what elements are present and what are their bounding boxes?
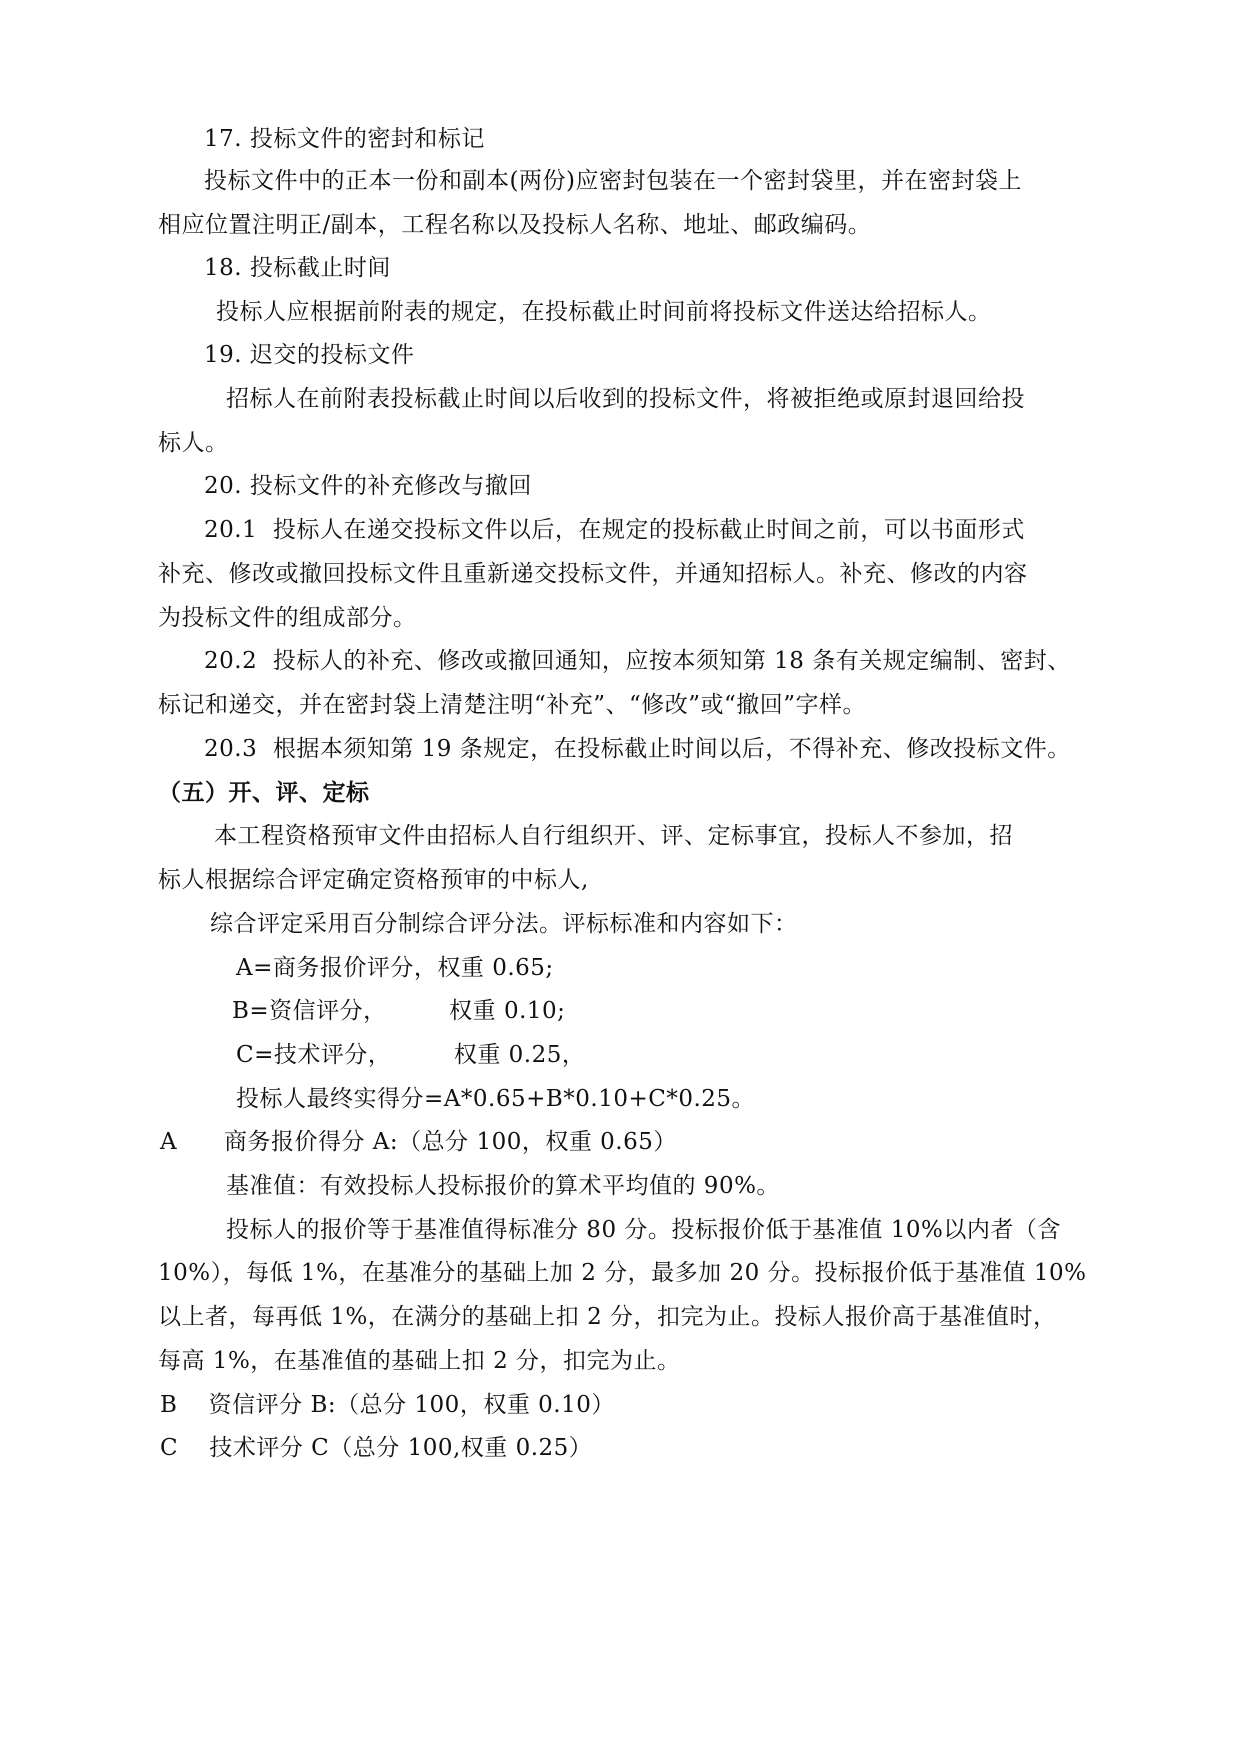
- formula-line: B=资信评分， 权重 0.10;: [232, 998, 566, 1024]
- paragraph-line: 招标人在前附表投标截止时间以后收到的投标文件，将被拒绝或原封退回给投: [226, 386, 1025, 412]
- paragraph-line: 为投标文件的组成部分。: [158, 605, 417, 631]
- paragraph-line: 20.1 投标人在递交投标文件以后，在规定的投标截止时间之前，可以书面形式: [204, 517, 1025, 543]
- subsection-a: A 商务报价得分 A:（总分 100，权重 0.65）: [160, 1129, 677, 1155]
- heading-17: 17. 投标文件的密封和标记: [204, 126, 485, 152]
- paragraph-line: 标人根据综合评定确定资格预审的中标人,: [158, 867, 589, 893]
- subsection-b: B 资信评分 B:（总分 100，权重 0.10）: [160, 1392, 615, 1418]
- paragraph-line: 10%），每低 1%，在基准分的基础上加 2 分，最多加 20 分。投标报价低于基准值 10%: [158, 1260, 1087, 1286]
- paragraph-line: 以上者，每再低 1%，在满分的基础上扣 2 分，扣完为止。投标人报价高于基准值时，: [158, 1304, 1057, 1330]
- section-heading: （五）开、评、定标: [158, 779, 370, 806]
- heading-20: 20. 投标文件的补充修改与撤回: [204, 473, 532, 499]
- paragraph-line: 标人。: [158, 430, 229, 456]
- paragraph-line: 投标人应根据前附表的规定，在投标截止时间前将投标文件送达给招标人。: [216, 299, 992, 325]
- formula-line: 投标人最终实得分=A*0.65+B*0.10+C*0.25。: [236, 1086, 756, 1112]
- paragraph-line: 基准值：有效投标人投标报价的算术平均值的 90%。: [226, 1173, 780, 1199]
- paragraph-line: 补充、修改或撤回投标文件且重新递交投标文件，并通知招标人。补充、修改的内容: [158, 561, 1028, 587]
- paragraph-line: 标记和递交，并在密封袋上清楚注明“补充”、“修改”或“撤回”字样。: [158, 692, 867, 718]
- paragraph-line: 综合评定采用百分制综合评分法。评标标准和内容如下：: [210, 911, 798, 937]
- paragraph-line: 20.3 根据本须知第 19 条规定，在投标截止时间以后，不得补充、修改投标文件。: [204, 736, 1071, 762]
- paragraph-line: 投标文件中的正本一份和副本(两份)应密封包装在一个密封袋里，并在密封袋上: [204, 168, 1022, 194]
- paragraph-line: 投标人的报价等于基准值得标准分 80 分。投标报价低于基准值 10%以内者（含: [226, 1217, 1061, 1243]
- formula-line: A=商务报价评分，权重 0.65;: [236, 955, 554, 981]
- paragraph-line: 本工程资格预审文件由招标人自行组织开、评、定标事宜，投标人不参加，招: [214, 823, 1013, 849]
- heading-18: 18. 投标截止时间: [204, 255, 391, 281]
- formula-line: C=技术评分， 权重 0.25，: [236, 1042, 586, 1068]
- paragraph-line: 每高 1%，在基准值的基础上扣 2 分，扣完为止。: [158, 1348, 681, 1374]
- paragraph-line: 相应位置注明正/副本，工程名称以及投标人名称、地址、邮政编码。: [158, 212, 872, 238]
- paragraph-line: 20.2 投标人的补充、修改或撤回通知，应按本须知第 18 条有关规定编制、密封、: [204, 648, 1071, 674]
- subsection-c: C 技术评分 C（总分 100,权重 0.25）: [160, 1435, 593, 1461]
- heading-19: 19. 迟交的投标文件: [204, 342, 415, 368]
